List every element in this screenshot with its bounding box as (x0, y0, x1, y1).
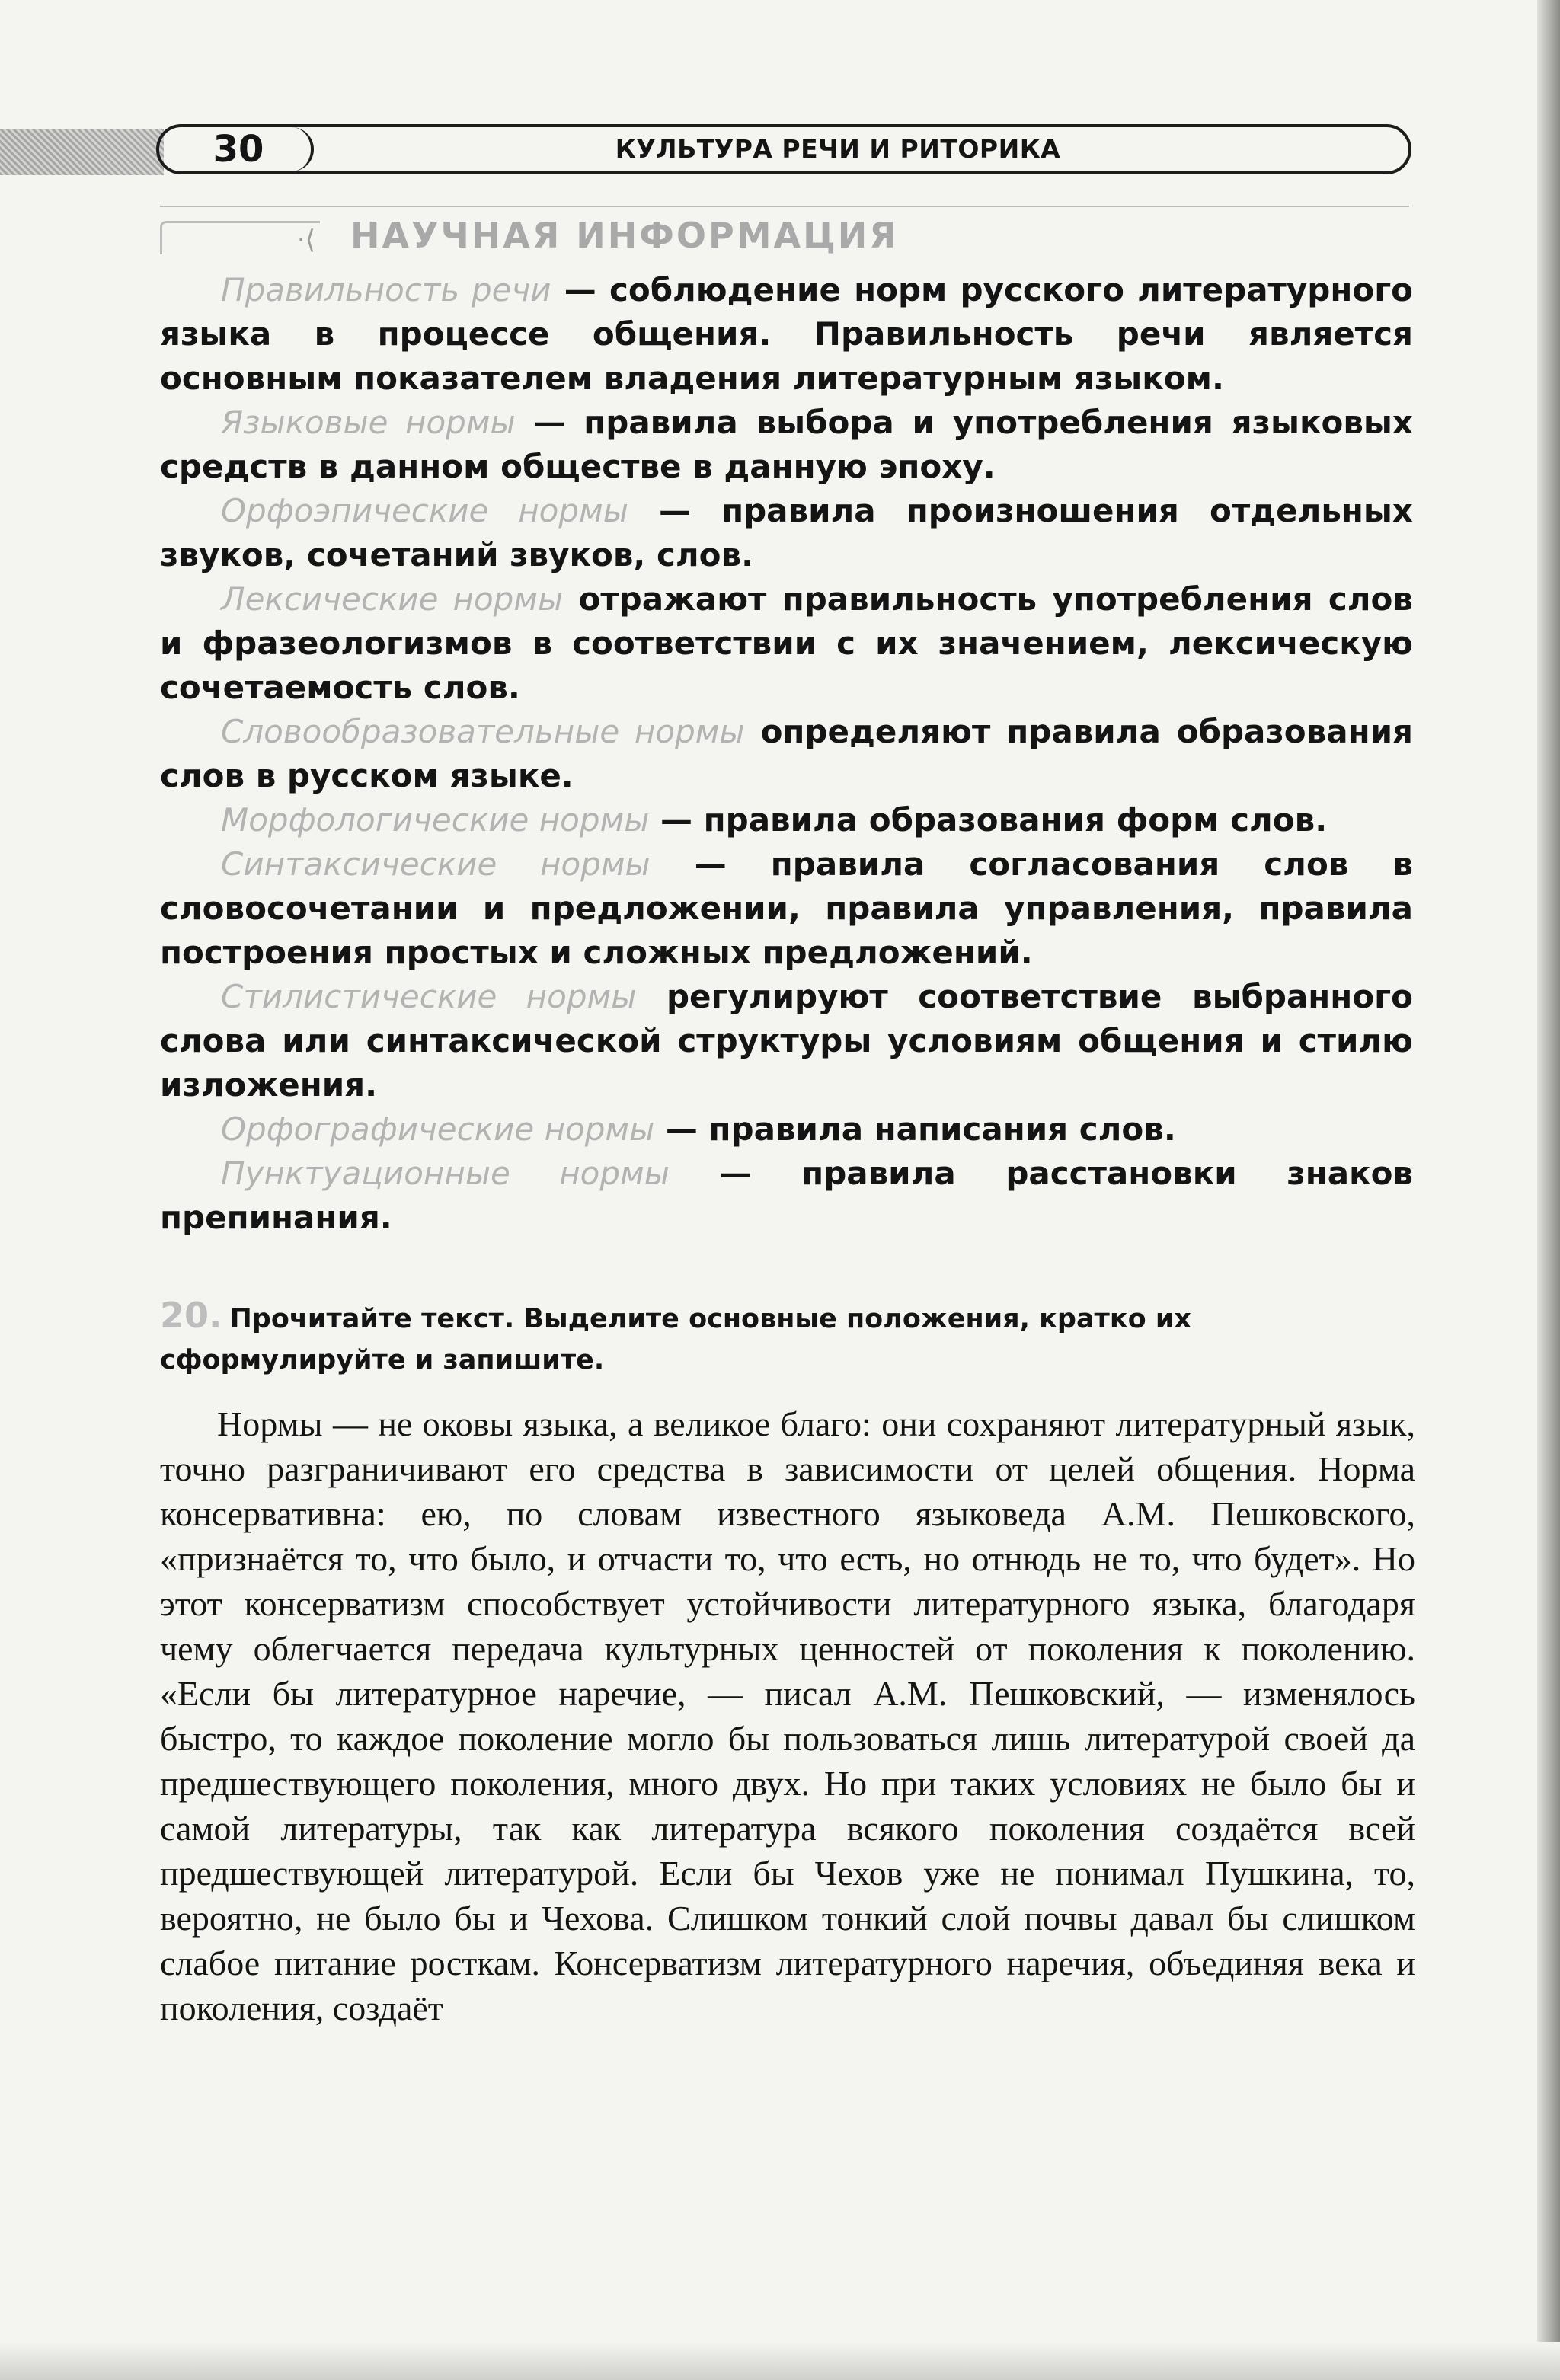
definition-term: Словообразовательные нормы (221, 713, 745, 750)
reading-passage: Нормы — не оковы языка, а великое благо: они сохраняют литературный язык, точно разграничивают его средства в зависимости от целей общения. Норма консервативна: ею, по словам известного языковеда А.М. Пешковского, «признаётся то, что было, и отчасти то, что есть, но отнюдь не то, что будет». Но этот консерватизм способствует устойчивости литературного языка, благодаря чему облегчается передача культурных ценностей от поколения к поколению. «Если бы литературное наречие, — писал А.М. Пешковский, — изменялось быстро, то каждое поколение могло бы пользоваться лишь литературой своей да предшествующего поколения, много двух. Но при таких условиях не было бы и самой литературы, так как литература всякого поколения создаётся всей предшествующей литературой. Если бы Чехов уже не понимал Пушкина, то, вероятно, не было бы и Чехова. Слишком тонкий слой почвы давал бы слишком слабое питание росткам. Консерватизм литературного наречия, объединяя века и поколения, создаёт (160, 1404, 1415, 2027)
definition-term: Лексические нормы (221, 580, 564, 618)
definition-item (160, 798, 1413, 842)
header-texture (0, 129, 164, 175)
definition-term: Орфоэпические нормы (221, 492, 628, 529)
task-instruction (160, 1295, 1413, 1381)
definitions-list (160, 268, 1413, 1240)
definition-text: определяют правила образования слов в русском языке. (160, 713, 1413, 794)
definition-text: — правила согласования слов в словосочетании и предложении, правила управления, правила построения простых и сложных предложений. (160, 845, 1413, 971)
page-number: 30 (166, 127, 314, 171)
definition-term: Орфографические нормы (221, 1110, 655, 1148)
definition-text: — правила образования форм слов. (649, 801, 1328, 839)
definition-term: Синтаксические нормы (221, 845, 651, 883)
definition-term: Пунктуационные нормы (221, 1155, 670, 1192)
definition-item (160, 1107, 1413, 1152)
section-title: НАУЧНАЯ ИНФОРМАЦИЯ (350, 215, 899, 256)
definition-term: Языковые нормы (221, 404, 516, 441)
section-heading (160, 206, 1409, 267)
info-bracket-icon: ·⟨ (160, 221, 320, 254)
definition-item (160, 489, 1413, 577)
task-text: Прочитайте текст. Выделите основные положения, кратко их сформулируйте и запишите. (160, 1304, 1191, 1375)
definition-text: — правила написания слов. (654, 1110, 1176, 1148)
page-bottom-edge (0, 2342, 1560, 2380)
running-title: КУЛЬТУРА РЕЧИ И РИТОРИКА (615, 134, 1061, 164)
definition-text: — правила произношения отдельных звуков, сочетаний звуков, слов. (160, 492, 1413, 573)
definition-item (160, 842, 1413, 975)
definition-item (160, 1152, 1413, 1240)
definition-item (160, 577, 1413, 710)
definition-item (160, 401, 1413, 489)
definition-text: регулируют соответствие выбранного слова или синтаксической структуры условиям общения и стилю изложения. (160, 978, 1413, 1104)
definition-text: — соблюдение норм русского литературного языка в процессе общения. Правильность речи является основным показателем владения литературным языком. (160, 271, 1413, 397)
definition-item (160, 710, 1413, 798)
page-edge (1537, 0, 1560, 2380)
definition-term: Правильность речи (221, 271, 551, 308)
task-number: 20. (160, 1295, 222, 1336)
definition-item (160, 268, 1413, 401)
definition-text: — правила расстановки знаков препинания. (160, 1155, 1413, 1236)
section-rule (160, 206, 1409, 207)
definition-term: Морфологические нормы (221, 801, 650, 839)
definition-term: Стилистические нормы (221, 978, 637, 1015)
definition-text: — правила выбора и употребления языковых средств в данном обществе в данную эпоху. (160, 404, 1413, 485)
definition-item (160, 975, 1413, 1107)
page-header (0, 120, 1424, 181)
definition-text: отражают правильность употребления слов и фразеологизмов в соответствии с их значением, лексическую сочетаемость слов. (160, 580, 1413, 706)
